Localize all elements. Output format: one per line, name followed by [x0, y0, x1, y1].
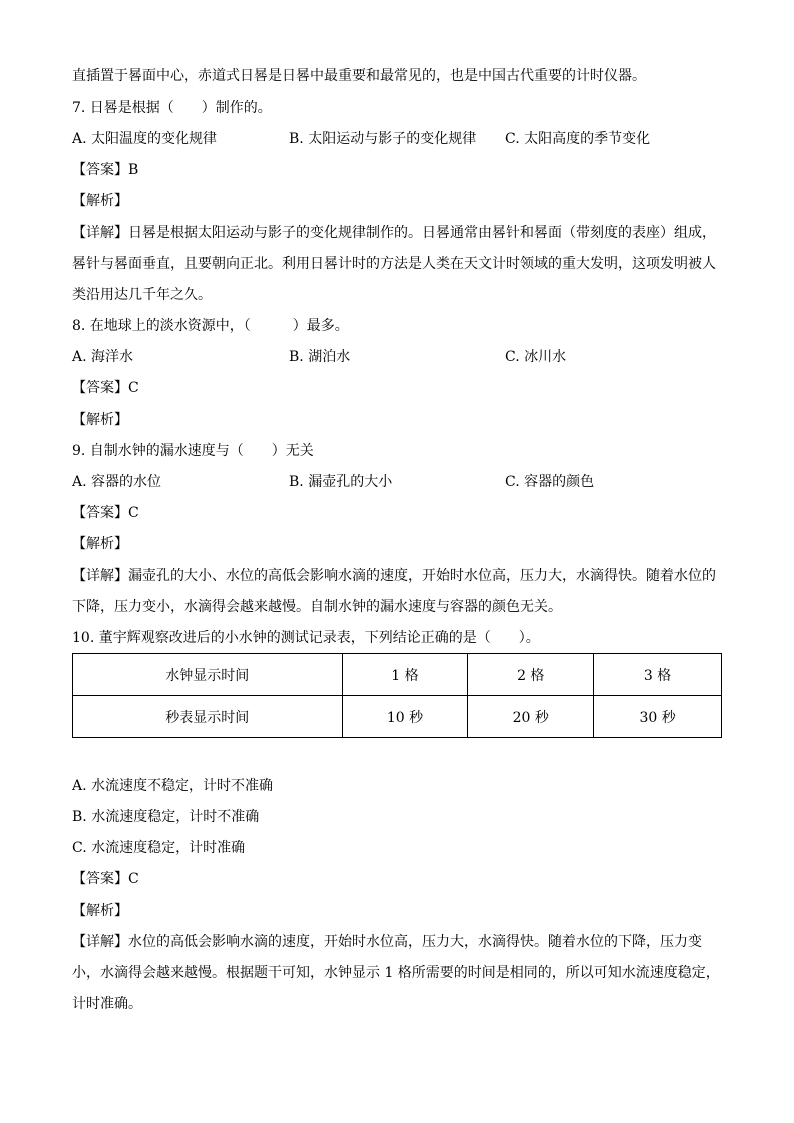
q10-stem: 10. 董宇辉观察改进后的小水钟的测试记录表，下列结论正确的是（ ）。: [72, 630, 540, 646]
answer-tag: 【答案】: [72, 505, 128, 521]
q9-detail-line-1: [72, 566, 722, 586]
answer-value: C: [128, 871, 139, 887]
q10-option-c: C. 水流速度稳定，计时准确: [72, 840, 246, 856]
q9-analysis: 【解析】: [72, 536, 128, 552]
detail-tag: 【详解】: [72, 225, 128, 241]
detail-text: 日晷是根据太阳运动与影子的变化规律制作的。日晷通常由晷针和晷面（带刻度的表座）组成，: [128, 225, 716, 241]
q9-option-b: B. 漏壶孔的大小: [289, 474, 393, 490]
table-row: [73, 654, 722, 696]
q7-option-b: B. 太阳运动与影子的变化规律: [289, 131, 477, 147]
table-cell: 30 秒: [594, 696, 722, 738]
q7-analysis: 【解析】: [72, 193, 128, 209]
q7-detail-line-1: [72, 223, 722, 243]
answer-tag: 【答案】: [72, 871, 128, 887]
q9-stem: 9. 自制水钟的漏水速度与（ ）无关: [72, 443, 314, 459]
q9-option-a: A. 容器的水位: [72, 474, 162, 490]
table-cell: 水钟显示时间: [73, 654, 343, 696]
q9-answer: [72, 503, 722, 523]
answer-value: C: [128, 505, 139, 521]
q8-answer: [72, 378, 722, 398]
q7-stem: 7. 日晷是根据（ ）制作的。: [72, 100, 272, 116]
q7-detail-line-2: 晷针与晷面垂直，且要朝向正北。利用日晷计时的方法是人类在天文计时领域的重大发明，这项发明被人: [72, 256, 716, 272]
q10-answer: [72, 869, 722, 889]
q10-option-b: B. 水流速度稳定，计时不准确: [72, 809, 260, 825]
q10-analysis: 【解析】: [72, 903, 128, 919]
detail-text: 漏壶孔的大小、水位的高低会影响水滴的速度，开始时水位高，压力大，水滴得快。随着水位的: [128, 568, 716, 584]
table-cell: 3 格: [594, 654, 722, 696]
detail-tag: 【详解】: [72, 934, 128, 950]
q10-detail-line-2: 小，水滴得会越来越慢。根据题干可知，水钟显示 1 格所需要的时间是相同的，所以可知水流速度稳定，: [72, 965, 720, 981]
q8-analysis: 【解析】: [72, 412, 128, 428]
intro-text: 直插置于晷面中心，赤道式日晷是日晷中最重要和最常见的，也是中国古代重要的计时仪器。: [72, 68, 646, 84]
table-cell: 20 秒: [468, 696, 594, 738]
q7-detail-line-3: 类沿用达几千年之久。: [72, 287, 212, 303]
detail-text: 水位的高低会影响水滴的速度，开始时水位高，压力大，水滴得快。随着水位的下降，压力变: [128, 934, 702, 950]
q10-option-a: A. 水流速度不稳定，计时不准确: [72, 778, 274, 794]
answer-tag: 【答案】: [72, 162, 128, 178]
q10-detail-line-3: 计时准确。: [72, 996, 142, 1012]
table-cell: 10 秒: [342, 696, 468, 738]
table-cell: 秒表显示时间: [73, 696, 343, 738]
table-row: [73, 696, 722, 738]
q9-detail-line-2: 下降，压力变小，水滴得会越来越慢。自制水钟的漏水速度与容器的颜色无关。: [72, 599, 562, 615]
answer-tag: 【答案】: [72, 380, 128, 396]
q8-option-c: C. 冰川水: [505, 349, 567, 365]
answer-value: B: [128, 162, 139, 178]
q8-option-b: B. 湖泊水: [289, 349, 351, 365]
q10-detail-line-1: [72, 932, 722, 952]
q7-answer: [72, 160, 722, 180]
detail-tag: 【详解】: [72, 568, 128, 584]
record-table: [72, 653, 722, 738]
q7-option-a: A. 太阳温度的变化规律: [72, 131, 218, 147]
table-cell: 1 格: [342, 654, 468, 696]
answer-value: C: [128, 380, 139, 396]
q7-option-c: C. 太阳高度的季节变化: [505, 131, 651, 147]
q9-option-c: C. 容器的颜色: [505, 474, 595, 490]
table-cell: 2 格: [468, 654, 594, 696]
q8-stem: 8. 在地球上的淡水资源中，（ ）最多。: [72, 318, 349, 334]
q8-option-a: A. 海洋水: [72, 349, 134, 365]
